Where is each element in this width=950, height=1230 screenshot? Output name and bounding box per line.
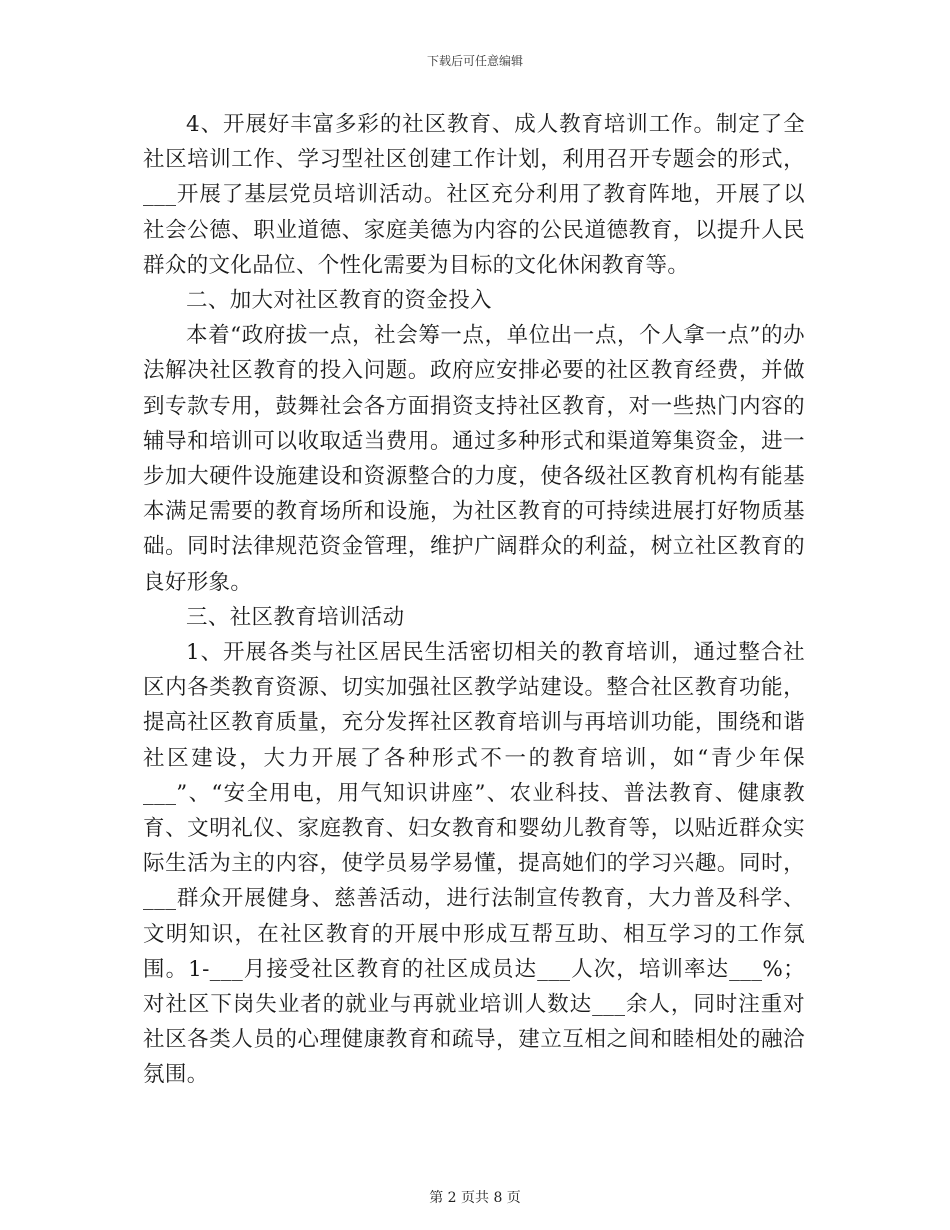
page-number-footer: 第 2 页共 8 页 bbox=[429, 1190, 521, 1206]
section-heading-funding: 二、加大对社区教育的资金投入 bbox=[186, 288, 492, 314]
page-header-note: 下载后可任意编辑 bbox=[426, 54, 523, 68]
paragraph-item-1-training: 1、开展各类与社区居民生活密切相关的教育培训，通过整合社区内各类教育资源、切实加强社区教学站建设。整合社区教育功能，提高社区教育质量，充分发挥社区教育培训与再培训功能，围绕和谐社区建设，大力开展了各种形式不一的教育培训，如“青少年保___”、“安全用电，用气知识讲座”、农业科技、普法教育、健康教育、文明礼仪、家庭教育、妇女教育和婴幼儿教育等，以贴近群众实际生活为主的内容，使学员易学易懂，提高她们的学习兴趣。同时，___群众开展健身、慈善活动，进行法制宣传教育，大力普及科学、文明知识，在社区教育的开展中形成互帮互助、相互学习的工作氛围。1-___月接受社区教育的社区成员达___人次，培训率达___%；对社区下岗失业者的就业与再就业培训人数达___余人，同时注重对社区各类人员的心理健康教育和疏导，建立互相之间和睦相处的融洽氛围。 bbox=[143, 640, 805, 1088]
paragraph-funding-details: 本着“政府拔一点，社会筹一点，单位出一点，个人拿一点”的办法解决社区教育的投入问题。政府应安排必要的社区教育经费，并做到专款专用，鼓舞社会各方面捐资支持社区教育，对一些热门内容的辅导和培训可以收取适当费用。通过多种形式和渠道筹集资金，进一步加大硬件设施建设和资源整合的力度，使各级社区教育机构有能基本满足需要的教育场所和设施，为社区教育的可持续进展打好物质基础。同时法律规范资金管理，维护广阔群众的利益，树立社区教育的良好形象。 bbox=[143, 323, 805, 595]
paragraph-item-4-community-education: 4、开展好丰富多彩的社区教育、成人教育培训工作。制定了全社区培训工作、学习型社区创建工作计划，利用召开专题会的形式，___开展了基层党员培训活动。社区充分利用了教育阵地，开展了以社会公德、职业道德、家庭美德为内容的公民道德教育，以提升人民群众的文化品位、个性化需要为目标的文化休闲教育等。 bbox=[143, 112, 805, 278]
section-heading-training-activities: 三、社区教育培训活动 bbox=[186, 604, 405, 630]
document-body bbox=[143, 107, 805, 1093]
